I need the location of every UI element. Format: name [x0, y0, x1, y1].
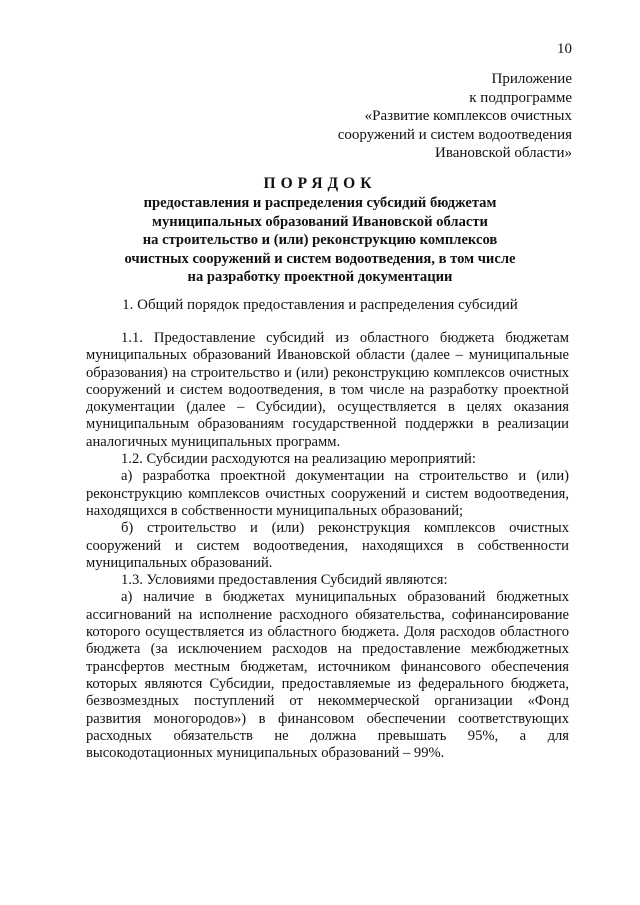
- paragraph-1-2-b: б) строительство и (или) реконструкция комплексов очистных сооружений и систем водоотведения, находящихся в собственности муниципальных образований.: [86, 520, 569, 571]
- title-line: на разработку проектной документации: [187, 269, 453, 285]
- document-title: [80, 174, 560, 287]
- paragraph-1-3-a: а) наличие в бюджетах муниципальных образований бюджетных ассигнований на исполнение расходного обязательства, софинансирование которого осуществляется из областного бюджета. Доля расходов областного бюджета (за исключением расходов на предоставление межбюджетных трансфертов местным бюджетам, источником финансового обеспечения которых являются Субсидии, предоставляемые из федерального бюджета, безвозмездных поступлений от некоммерческой организации «Фонд развития моногородов») в финансовом обеспечении соответствующих расходных обязательств не должна превышать 95%, а для высокодотационных муниципальных образований – 99%.: [86, 589, 569, 762]
- appendix-line: Приложение: [491, 71, 572, 87]
- paragraph-1-3: 1.3. Условиями предоставления Субсидий являются:: [121, 572, 448, 589]
- appendix-note: [232, 70, 572, 163]
- section-heading: 1. Общий порядок предоставления и распределения субсидий: [122, 297, 518, 313]
- title-line: очистных сооружений и систем водоотведения, в том числе: [124, 250, 516, 267]
- appendix-line: Ивановской области»: [435, 145, 572, 161]
- appendix-line: сооружений и систем водоотведения: [337, 126, 572, 143]
- appendix-line: к подпрограмме: [469, 89, 572, 106]
- title-line: муниципальных образований Ивановской области: [152, 213, 488, 230]
- paragraph-1-2: 1.2. Субсидии расходуются на реализацию мероприятий:: [121, 451, 476, 468]
- appendix-line: «Развитие комплексов очистных: [364, 108, 572, 124]
- paragraph-1-1: 1.1. Предоставление субсидий из областного бюджета бюджетам муниципальных образований Ивановской области (далее – муниципальные образования) на строительство и (или) реконструкцию комплексов очистных сооружений и систем водоотведения, в том числе на разработку проектной документации (далее – Субсидии), осуществляется в целях оказания муниципальным образованиям государственной поддержки в реализации аналогичных муниципальных программ.: [86, 330, 569, 450]
- title-line: предоставления и распределения субсидий бюджетам: [143, 195, 497, 211]
- paragraph-1-2-a: а) разработка проектной документации на строительство и (или) реконструкцию комплексов очистных сооружений и систем водоотведения, находящихся в собственности муниципальных образований;: [86, 468, 569, 519]
- body-text: [86, 330, 569, 762]
- page-number: 10: [557, 41, 572, 57]
- title-main: ПОРЯДОК: [263, 175, 377, 192]
- title-line: на строительство и (или) реконструкцию комплексов: [142, 232, 498, 248]
